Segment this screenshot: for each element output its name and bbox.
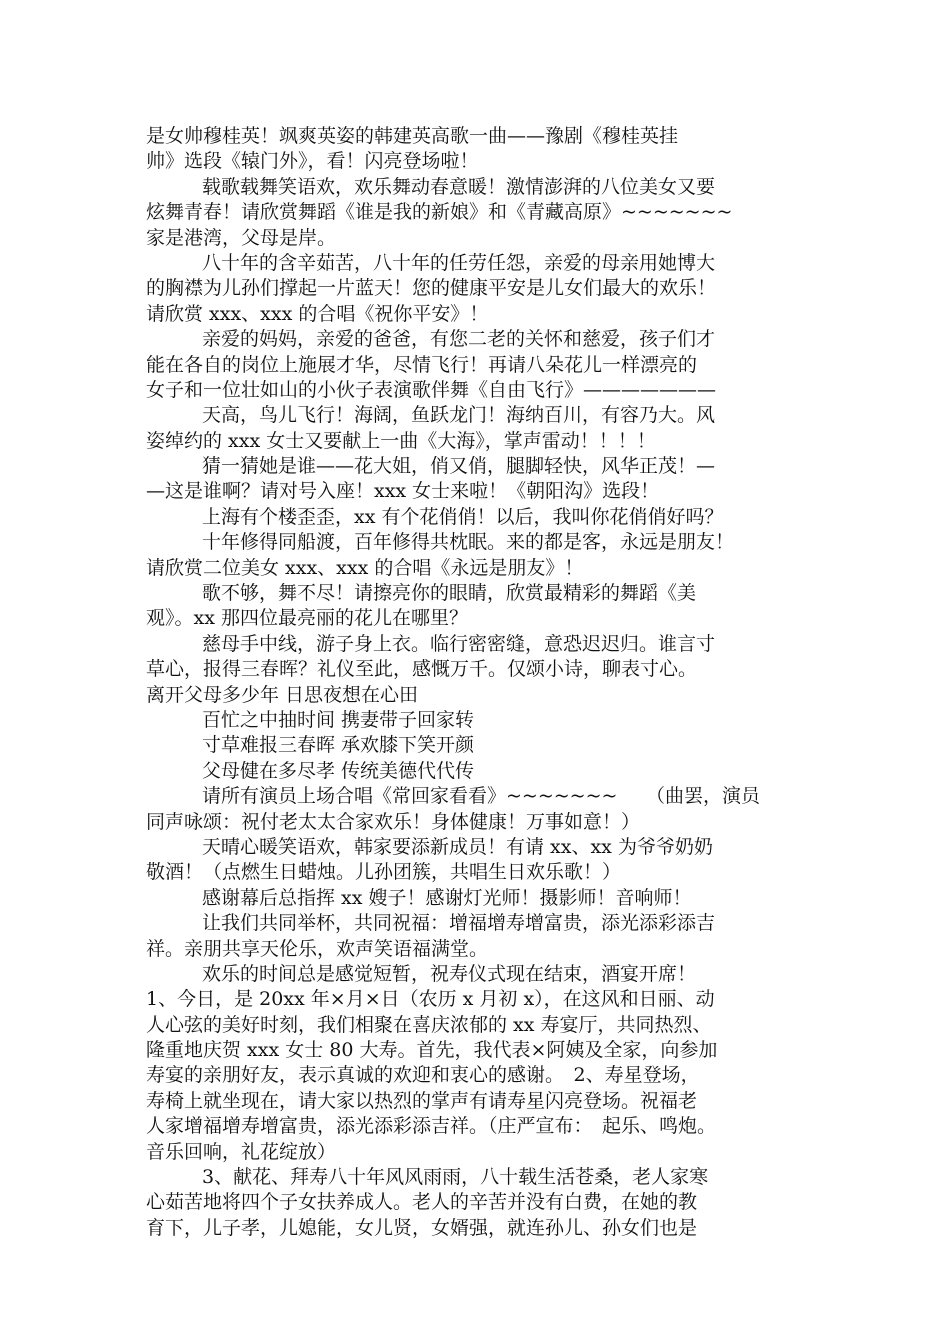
text-line: 同声咏颂：祝付老太太合家欢乐！身体健康！万事如意！） — [146, 810, 641, 833]
text-line: 请欣赏二位美女 xxx、xxx 的合唱《永远是朋友》！ — [146, 556, 584, 579]
text-line: 人家增福增寿增富贵，添光添彩添吉祥。（庄严宣布： 起乐、鸣炮。 — [146, 1115, 717, 1138]
text-line: 女子和一位壮如山的小伙子表演歌伴舞《自由飞行》——————— — [146, 378, 717, 401]
text-line: 3、献花、拜寿八十年风风雨雨，八十载生活苍桑，老人家寒 — [202, 1166, 709, 1189]
text-line: 慈母手中线，游子身上衣。临行密密缝，意恐迟迟归。谁言寸 — [202, 632, 716, 655]
text-line: 天晴心暖笑语欢，韩家要添新成员！有请 xx、xx 为爷爷奶奶 — [202, 835, 713, 858]
text-line: 请所有演员上场合唱《常回家看看》~~~~~~~ （曲罢，演员 — [202, 785, 760, 808]
text-line: 感谢幕后总指挥 xx 嫂子！感谢灯光师！摄影师！音响师！ — [202, 886, 692, 909]
text-line: 让我们共同举杯，共同祝福：增福增寿增富贵，添光添彩添吉 — [202, 912, 716, 935]
text-line: 请欣赏 xxx、xxx 的合唱《祝你平安》！ — [146, 302, 489, 325]
text-line: 音乐回响，礼花绽放） — [146, 1140, 337, 1163]
text-line: 歌不够，舞不尽！请擦亮你的眼睛，欣赏最精彩的舞蹈《美 — [202, 582, 697, 605]
text-line: 父母健在多尽孝 传统美德代代传 — [202, 759, 475, 782]
text-line: 姿绰约的 xxx 女士又要献上一曲《大海》，掌声雷动！！！！ — [146, 429, 656, 452]
text-line: 家是港湾，父母是岸。 — [146, 226, 337, 249]
text-line: 是女帅穆桂英！飒爽英姿的韩建英高歌一曲——豫剧《穆桂英挂 — [146, 125, 679, 147]
text-line: 育下，儿子孝，儿媳能，女儿贤，女婿强，就连孙儿、孙女们也是 — [146, 1216, 698, 1239]
document-body — [146, 124, 816, 1241]
text-line: 载歌载舞笑语欢，欢乐舞动春意暖！激情澎湃的八位美女又要 — [202, 175, 716, 198]
text-line: 寿椅上就坐现在，请大家以热烈的掌声有请寿星闪亮登场。祝福老 — [146, 1089, 698, 1112]
text-line: 草心，报得三春晖？礼仪至此，感慨万千。仅颂小诗，聊表寸心。 — [146, 658, 698, 681]
text-line: 观》。xx 那四位最亮丽的花儿在哪里？ — [146, 607, 468, 630]
text-line: —这是谁啊？请对号入座！xxx 女士来啦！《朝阳沟》选段！ — [146, 480, 660, 503]
text-line: 敬酒！（点燃生日蜡烛。儿孙团簇，共唱生日欢乐歌！） — [146, 861, 622, 884]
text-line: 隆重地庆贺 xxx 女士 80 大寿。首先，我代表×阿姨及全家，向参加 — [146, 1039, 718, 1062]
text-line: 亲爱的妈妈，亲爱的爸爸，有您二老的关怀和慈爱，孩子们才 — [202, 328, 716, 351]
text-line: 寿宴的亲朋好友，表示真诚的欢迎和衷心的感谢。 2、寿星登场， — [146, 1064, 700, 1087]
text-line: 上海有个楼歪歪，xx 有个花俏俏！以后，我叫你花俏俏好吗？ — [202, 505, 724, 528]
text-line: 天高，鸟儿飞行！海阔，鱼跃龙门！海纳百川，有容乃大。风 — [202, 404, 716, 427]
text-line: 寸草难报三春晖 承欢膝下笑开颜 — [202, 734, 475, 757]
text-line: 的胸襟为儿孙们撑起一片蓝天！您的健康平安是儿女们最大的欢乐！ — [146, 277, 717, 300]
text-line: 猜一猜她是谁——花大姐，俏又俏，腿脚轻快，风华正茂！— — [202, 455, 716, 478]
text-line: 祥。亲朋共享天伦乐，欢声笑语福满堂。 — [146, 937, 489, 960]
text-line: 百忙之中抽时间 携妻带子回家转 — [202, 708, 475, 731]
text-line: 离开父母多少年 日思夜想在心田 — [146, 683, 419, 706]
text-line: 八十年的含辛茹苦，八十年的任劳任怨，亲爱的母亲用她博大 — [202, 251, 716, 274]
text-line: 帅》选段《辕门外》，看！闪亮登场啦！ — [146, 150, 479, 173]
text-line: 炫舞青春！请欣赏舞蹈《谁是我的新娘》和《青藏高原》~~~~~~~ — [146, 201, 733, 224]
text-line: 心茹苦地将四个子女扶养成人。老人的辛苦并没有白费，在她的教 — [146, 1191, 698, 1214]
text-line: 人心弦的美好时刻，我们相聚在喜庆浓郁的 xx 寿宴厅，共同热烈、 — [146, 1013, 712, 1036]
text-line: 1、今日，是 20xx 年×月×日（农历 x 月初 x），在这风和日丽、动 — [146, 988, 715, 1011]
text-line: 十年修得同船渡，百年修得共枕眠。来的都是客，永远是朋友！ — [202, 531, 735, 554]
text-line: 欢乐的时间总是感觉短暂，祝寿仪式现在结束，酒宴开席！ — [202, 962, 697, 985]
text-line: 能在各自的岗位上施展才华，尽情飞行！再请八朵花儿一样漂亮的 — [146, 353, 698, 376]
